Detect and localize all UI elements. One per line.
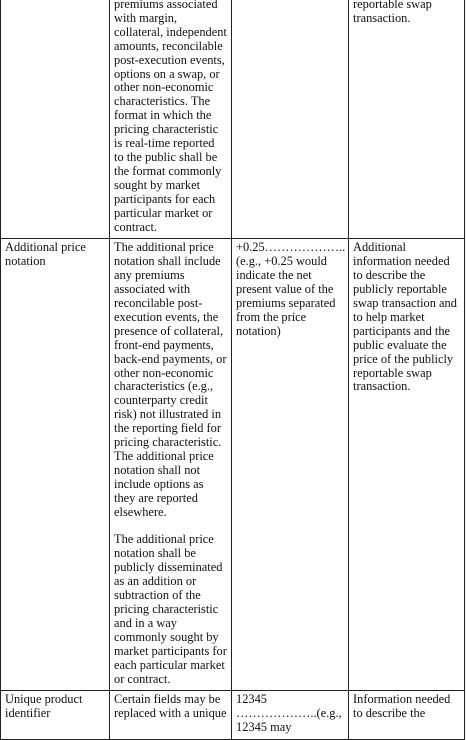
description-cell: Certain fields may be replaced with a unique: [110, 691, 232, 740]
field-name-cell: Additional price notation: [1, 239, 110, 691]
rationale-cell: Information needed to describe the: [349, 691, 465, 740]
field-name-cell: [1, 0, 110, 239]
rationale-cell: reportable swap transaction.: [349, 0, 465, 239]
example-cell: 12345 ………………..(e.g., 12345 may: [232, 691, 349, 740]
example-cell: [232, 0, 349, 239]
table-row: [1, 691, 465, 740]
rationale-cell: Additional information needed to describe the publicly reportable swap transaction and to help market participants and the public evaluate the price of the publicly reportable swap transaction.: [349, 239, 465, 691]
description-cell: premiums associated with margin, collateral, independent amounts, reconcilable post-execution events, options on a swap, or other non-economic characteristics. The format in which the pricing characteristic is real-time reported to the public shall be the format commonly sought by market participants for each particular market or contract.: [110, 0, 232, 239]
table-row: [1, 0, 465, 239]
example-cell: +0.25………………..(e.g., +0.25 would indicate the net present value of the premiums separated from the price notation): [232, 239, 349, 691]
field-name-cell: Unique product identifier: [1, 691, 110, 740]
table-row: [1, 239, 465, 691]
description-cell: The additional price notation shall include any premiums associated with reconcilable post-execution events, the presence of collateral, front-end payments, back-end payments, or other non-economic characteristics (e.g., counterparty credit risk) not illustrated in the reporting field for pricing characteristic. The additional price notation shall not include options as they are reported elsewhere. The additional price notation shall be publicly disseminated as an addition or subtraction of the pricing characteristic and in a way commonly sought by market participants for each particular market or contract.: [110, 239, 232, 691]
